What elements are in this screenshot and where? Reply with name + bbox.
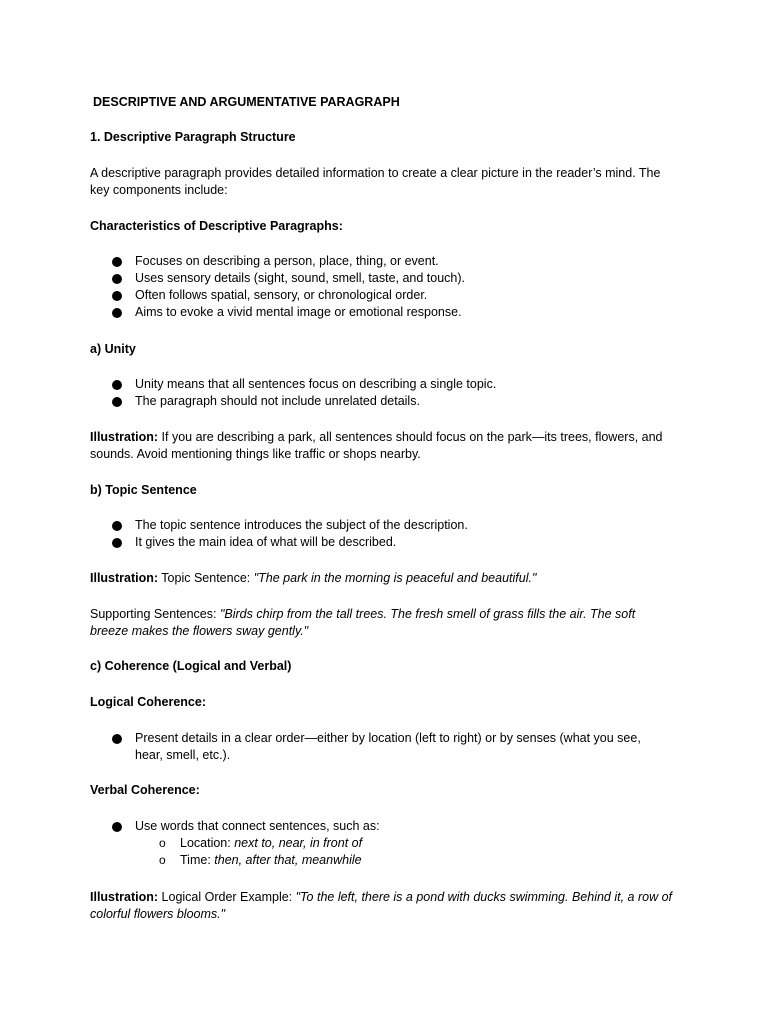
supporting-sentences-line-1	[90, 606, 635, 623]
characteristics-item: Focuses on describing a person, place, thing, or event.	[135, 254, 439, 268]
topic-sentence-heading: b) Topic Sentence	[90, 483, 197, 497]
bullet-icon	[112, 257, 122, 267]
bullet-icon	[112, 397, 122, 407]
supporting-sentences-line-2: breeze makes the flowers sway gently."	[90, 624, 309, 638]
logical-item-line-1: Present details in a clear order—either by location (left to right) or by senses (what you see,	[135, 731, 641, 745]
coherence-illustration-line-1	[90, 889, 672, 906]
coherence-illustration-line-2: colorful flowers blooms."	[90, 907, 226, 921]
topic-item: The topic sentence introduces the subject of the description.	[135, 518, 468, 532]
bullet-icon	[112, 291, 122, 301]
unity-illustration-line-1	[90, 429, 663, 446]
document-title: DESCRIPTIVE AND ARGUMENTATIVE PARAGRAPH	[93, 95, 400, 109]
coherence-heading: c) Coherence (Logical and Verbal)	[90, 659, 292, 673]
illustration-prefix: Logical Order Example:	[158, 890, 296, 904]
characteristics-item: Often follows spatial, sensory, or chronological order.	[135, 288, 428, 302]
bullet-icon	[112, 521, 122, 531]
unity-item: Unity means that all sentences focus on describing a single topic.	[135, 377, 497, 391]
bullet-icon	[112, 274, 122, 284]
logical-item-line-2: hear, smell, etc.).	[135, 748, 231, 762]
characteristics-item: Aims to evoke a vivid mental image or emotional response.	[135, 305, 462, 319]
bullet-icon	[112, 380, 122, 390]
sub-item-label: Location:	[180, 836, 235, 850]
sub-item-examples: then, after that, meanwhile	[214, 853, 362, 867]
sub-bullet-icon: o	[159, 853, 166, 867]
verbal-sub-item-location	[180, 835, 362, 852]
intro-line-1: A descriptive paragraph provides detailed information to create a clear picture in the reader’s mind. The	[90, 166, 661, 180]
sub-item-examples: next to, near, in front of	[234, 836, 363, 850]
unity-item: The paragraph should not include unrelated details.	[135, 394, 420, 408]
characteristics-heading: Characteristics of Descriptive Paragraphs:	[90, 219, 343, 233]
verbal-item: Use words that connect sentences, such as:	[135, 819, 380, 833]
supporting-prefix: Supporting Sentences:	[90, 607, 220, 621]
intro-line-2: key components include:	[90, 183, 228, 197]
verbal-sub-item-time	[180, 852, 362, 869]
sub-item-label: Time:	[180, 853, 215, 867]
illustration-label: Illustration:	[90, 571, 159, 585]
section-heading-descriptive-structure: 1. Descriptive Paragraph Structure	[90, 130, 296, 144]
sub-bullet-icon: o	[159, 836, 166, 850]
topic-item: It gives the main idea of what will be described.	[135, 535, 397, 549]
illustration-label: Illustration:	[90, 430, 159, 444]
bullet-icon	[112, 538, 122, 548]
verbal-coherence-heading: Verbal Coherence:	[90, 783, 200, 797]
unity-heading: a) Unity	[90, 342, 136, 356]
topic-illustration	[90, 570, 536, 587]
illustration-prefix: Topic Sentence:	[158, 571, 254, 585]
illustration-label: Illustration:	[90, 890, 159, 904]
illustration-text: If you are describing a park, all sentences should focus on the park—its trees, flowers, and	[158, 430, 663, 444]
unity-illustration-line-2: sounds. Avoid mentioning things like traffic or shops nearby.	[90, 447, 421, 461]
bullet-icon	[112, 308, 122, 318]
bullet-icon	[112, 734, 122, 744]
illustration-quote: "The park in the morning is peaceful and beautiful."	[253, 571, 537, 585]
characteristics-item: Uses sensory details (sight, sound, smell, taste, and touch).	[135, 271, 466, 285]
bullet-icon	[112, 822, 122, 832]
supporting-quote-1: "Birds chirp from the tall trees. The fresh smell of grass fills the air. The soft	[219, 607, 636, 621]
illustration-quote-1: "To the left, there is a pond with ducks swimming. Behind it, a row of	[295, 890, 673, 904]
logical-coherence-heading: Logical Coherence:	[90, 695, 206, 709]
